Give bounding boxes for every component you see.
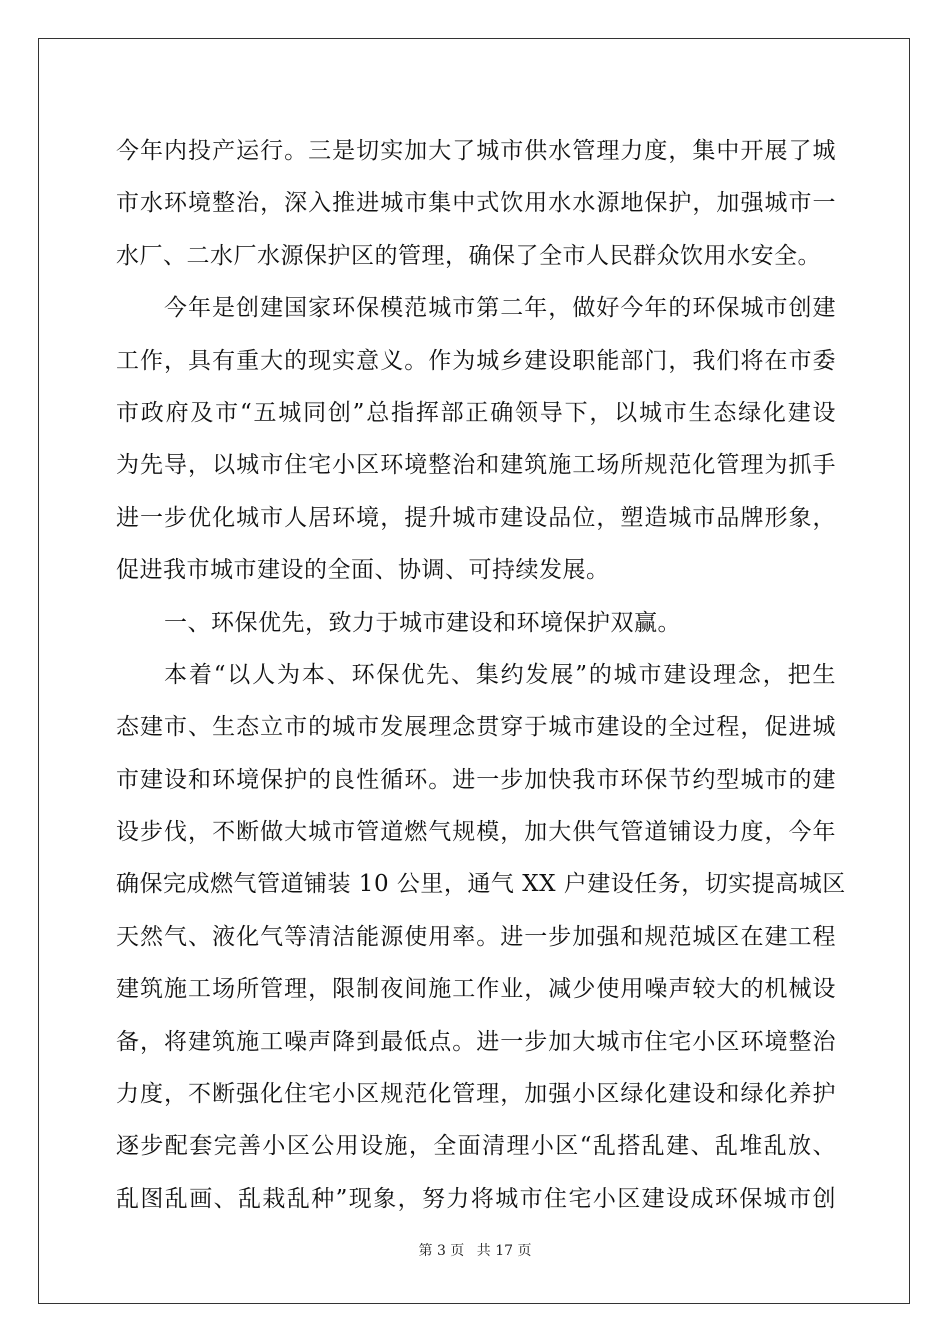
page-number-total: 共 17 页 xyxy=(476,1243,532,1259)
text-line: 市建设和环境保护的良性循环。进一步加快我市环保节约型城市的建 xyxy=(116,766,836,793)
text-line: 进一步优化城市人居环境，提升城市建设品位，塑造城市品牌形象， xyxy=(116,504,836,531)
text-line: 工作，具有重大的现实意义。作为城乡建设职能部门，我们将在市委 xyxy=(116,347,836,374)
text-line: 本着“以人为本、环保优先、集约发展”的城市建设理念，把生 xyxy=(164,661,836,688)
text-line: 建筑施工场所管理，限制夜间施工作业，减少使用噪声较大的机械设 xyxy=(116,976,836,1003)
text-line: 为先导，以城市住宅小区环境整治和建筑施工场所规范化管理为抓手 xyxy=(116,452,836,479)
text-line: 态建市、生态立市的城市发展理念贯穿于城市建设的全过程，促进城 xyxy=(116,714,836,741)
text-line: 水厂、二水厂水源保护区的管理，确保了全市人民群众饮用水安全。 xyxy=(116,242,821,269)
page-number-current: 第 3 页 xyxy=(418,1243,465,1259)
text-line: 市政府及市“五城同创”总指挥部正确领导下，以城市生态绿化建设 xyxy=(116,399,836,426)
text-line: 天然气、液化气等清洁能源使用率。进一步加强和规范城区在建工程 xyxy=(116,923,836,950)
text-line: 一、环保优先，致力于城市建设和环境保护双赢。 xyxy=(164,609,681,636)
text-line: 确保完成燃气管道铺装 10 公里，通气 XX 户建设任务，切实提高城区 xyxy=(116,871,846,898)
text-line: 备，将建筑施工噪声降到最低点。进一步加大城市住宅小区环境整治 xyxy=(116,1028,836,1055)
page-footer xyxy=(0,1240,950,1260)
text-line: 乱图乱画、乱栽乱种”现象，努力将城市住宅小区建设成环保城市创 xyxy=(116,1185,836,1212)
text-line: 今年是创建国家环保模范城市第二年，做好今年的环保城市创建 xyxy=(164,295,836,322)
text-line: 市水环境整治，深入推进城市集中式饮用水水源地保护，加强城市一 xyxy=(116,190,836,217)
text-line: 逐步配套完善小区公用设施，全面清理小区“乱搭乱建、乱堆乱放、 xyxy=(116,1133,836,1160)
text-line: 促进我市城市建设的全面、协调、可持续发展。 xyxy=(116,557,610,584)
text-line: 力度，不断强化住宅小区规范化管理，加强小区绿化建设和绿化养护 xyxy=(116,1081,836,1108)
text-line: 今年内投产运行。三是切实加大了城市供水管理力度，集中开展了城 xyxy=(116,138,836,164)
document-body xyxy=(116,125,846,1225)
text-line: 设步伐，不断做大城市管道燃气规模，加大供气管道铺设力度，今年 xyxy=(116,819,836,846)
